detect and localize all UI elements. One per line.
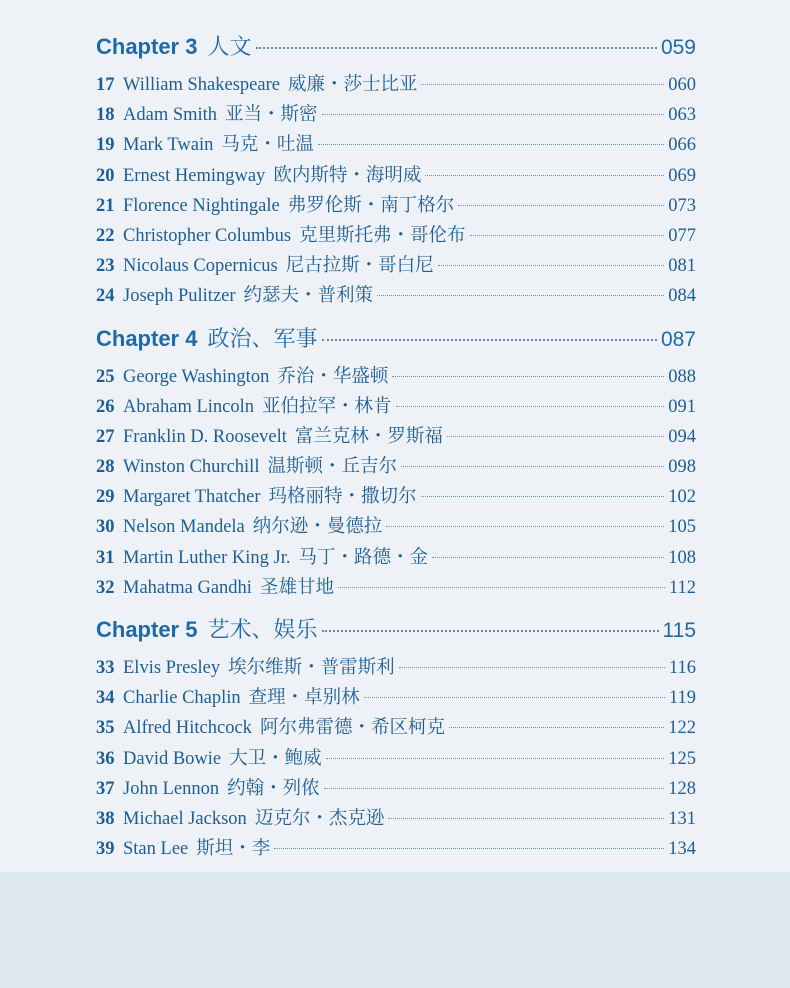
entry-chinese: 弗罗伦斯・南丁格尔 <box>287 195 455 216</box>
entry-chinese: 乔治・华盛顿 <box>277 366 389 387</box>
entry-english: William Shakespeare <box>123 75 280 95</box>
entry-number: 31 <box>96 547 115 568</box>
entry-english: Abraham Lincoln <box>123 396 254 417</box>
entry-english: Michael Jackson <box>123 808 247 829</box>
entry-english: Nicolaus Copernicus <box>123 256 278 277</box>
entry-number: 28 <box>96 457 115 478</box>
entry-english: Alfred Hitchcock <box>123 718 252 739</box>
leader-dots <box>274 848 664 849</box>
toc-entry[interactable] <box>96 362 696 392</box>
entry-chinese: 尼古拉斯・哥白尼 <box>285 256 434 277</box>
entry-english: George Washington <box>123 366 270 387</box>
entry-chinese: 温斯顿・丘吉尔 <box>267 457 397 478</box>
leader-dots <box>326 758 665 759</box>
chapter-page: 087 <box>660 327 696 351</box>
entry-page: 134 <box>668 839 696 860</box>
entry-page: 091 <box>668 396 696 417</box>
entry-chinese: 大卫・鲍威 <box>229 748 322 769</box>
entry-number: 38 <box>96 808 115 829</box>
entry-number: 20 <box>96 165 115 186</box>
entry-chinese: 欧内斯特・海明威 <box>273 165 422 186</box>
entry-number: 21 <box>96 195 115 216</box>
chapter-label: Chapter 4 <box>96 325 198 351</box>
entry-english: Winston Churchill <box>123 457 260 478</box>
entry-english: Ernest Hemingway <box>123 165 266 186</box>
entry-page: 084 <box>668 286 696 307</box>
toc-entry[interactable] <box>96 834 696 864</box>
entry-english: Adam Smith <box>123 105 218 126</box>
entry-chinese: 玛格丽特・撒切尔 <box>268 487 417 508</box>
entry-english: Mahatma Gandhi <box>123 577 252 598</box>
toc-entry[interactable] <box>96 573 696 603</box>
entry-english: Mark Twain <box>123 135 214 156</box>
bottom-band <box>0 872 790 988</box>
toc-entry[interactable] <box>96 482 696 512</box>
entry-number: 24 <box>96 286 115 307</box>
toc-entry[interactable] <box>96 70 696 100</box>
entry-english: Elvis Presley <box>123 658 221 678</box>
toc-entry[interactable] <box>96 713 696 743</box>
entry-number: 19 <box>96 135 115 156</box>
entry-page: 094 <box>668 426 696 447</box>
entry-english: Nelson Mandela <box>123 517 245 538</box>
chapter-heading[interactable] <box>96 30 696 66</box>
entry-page: 069 <box>668 165 696 186</box>
entry-chinese: 斯坦・李 <box>196 839 271 860</box>
chapter-title: 人文 <box>207 34 252 59</box>
leader-dots <box>432 557 664 558</box>
entry-number: 26 <box>96 396 115 417</box>
entry-chinese: 阿尔弗雷德・希区柯克 <box>259 718 445 739</box>
entry-number: 39 <box>96 839 115 860</box>
entry-chinese: 埃尔维斯・普雷斯利 <box>228 658 395 678</box>
entry-chinese: 亚伯拉罕・林肯 <box>262 396 392 417</box>
entry-english: David Bowie <box>123 748 222 769</box>
chapter-label: Chapter 3 <box>96 34 198 59</box>
leader-dots <box>425 175 664 176</box>
leader-dots <box>377 295 664 296</box>
entry-chinese: 亚当・斯密 <box>225 105 318 126</box>
entry-page: 116 <box>668 658 696 678</box>
entry-page: 066 <box>668 135 696 156</box>
toc-entry[interactable] <box>96 130 696 160</box>
entry-number: 18 <box>96 105 115 126</box>
entry-number: 30 <box>96 517 115 538</box>
entry-page: 102 <box>668 487 696 508</box>
toc-entry[interactable] <box>96 422 696 452</box>
entry-number: 37 <box>96 778 115 799</box>
leader-dots <box>458 205 664 206</box>
entry-number: 23 <box>96 256 115 277</box>
entry-page: 108 <box>668 547 696 568</box>
chapter-heading[interactable] <box>96 613 696 649</box>
entry-english: Franklin D. Roosevelt <box>123 426 287 447</box>
entry-page: 112 <box>668 577 696 598</box>
entry-chinese: 圣雄甘地 <box>259 577 334 598</box>
chapter-page: 059 <box>660 36 696 59</box>
toc-entry[interactable] <box>96 221 696 251</box>
entry-page: 131 <box>668 808 696 829</box>
entry-chinese: 约瑟夫・普利策 <box>243 286 374 307</box>
toc-entry[interactable] <box>96 251 696 281</box>
leader-dots <box>322 114 665 115</box>
leader-dots <box>470 235 665 236</box>
leader-dots <box>338 587 665 588</box>
chapter-heading[interactable] <box>96 322 696 358</box>
entry-number: 34 <box>96 688 115 709</box>
entry-page: 128 <box>668 778 696 799</box>
entry-page: 063 <box>668 105 696 126</box>
table-of-contents <box>96 0 696 864</box>
toc-entry[interactable] <box>96 512 696 542</box>
leader-dots <box>421 496 665 497</box>
leader-dots <box>386 526 664 527</box>
entry-chinese: 迈克尔・杰克逊 <box>254 808 385 829</box>
leader-dots <box>322 339 657 341</box>
entry-chinese: 马克・吐温 <box>221 135 314 156</box>
toc-entry[interactable] <box>96 653 696 683</box>
entry-page: 088 <box>668 366 696 387</box>
entry-chinese: 富兰克林・罗斯福 <box>294 426 443 447</box>
entry-chinese: 约翰・列侬 <box>227 778 320 799</box>
entry-number: 32 <box>96 577 115 598</box>
entry-number: 25 <box>96 366 115 387</box>
entry-page: 125 <box>668 748 696 769</box>
leader-dots <box>322 630 659 632</box>
entry-number: 27 <box>96 426 115 447</box>
leader-dots <box>447 436 664 437</box>
toc-entry[interactable] <box>96 161 696 191</box>
entry-chinese: 纳尔逊・曼德拉 <box>252 517 383 538</box>
entry-page: 122 <box>668 718 696 739</box>
entry-chinese: 威廉・莎士比亚 <box>287 75 418 95</box>
entry-number: 22 <box>96 225 115 246</box>
leader-dots <box>421 84 664 85</box>
leader-dots <box>438 265 665 266</box>
entry-page: 077 <box>668 225 696 246</box>
entry-page: 073 <box>668 195 696 216</box>
entry-number: 35 <box>96 718 115 739</box>
leader-dots <box>256 47 657 49</box>
entry-page: 105 <box>668 517 696 538</box>
toc-entry[interactable] <box>96 100 696 130</box>
leader-dots <box>324 788 665 789</box>
leader-dots <box>396 406 665 407</box>
entry-english: Margaret Thatcher <box>123 487 261 508</box>
toc-entry[interactable] <box>96 392 696 422</box>
entry-page: 081 <box>668 256 696 277</box>
entry-number: 29 <box>96 487 115 508</box>
leader-dots <box>401 466 664 467</box>
entry-english: Martin Luther King Jr. <box>123 547 291 568</box>
leader-dots <box>449 727 664 728</box>
entry-page: 098 <box>668 457 696 478</box>
entry-english: Christopher Columbus <box>123 225 292 246</box>
toc-entry[interactable] <box>96 774 696 804</box>
entry-english: Joseph Pulitzer <box>123 286 236 307</box>
chapter-label: Chapter 5 <box>96 617 198 642</box>
toc-entry[interactable] <box>96 191 696 221</box>
entry-english: Florence Nightingale <box>123 195 280 216</box>
toc-entry[interactable] <box>96 281 696 311</box>
leader-dots <box>392 376 664 377</box>
chapter-title: 艺术、娱乐 <box>207 617 318 642</box>
entry-chinese: 马丁・路德・金 <box>298 547 429 568</box>
entry-chinese: 克里斯托弗・哥伦布 <box>299 225 466 246</box>
chapter-page: 115 <box>662 619 696 642</box>
entry-chinese: 查理・卓别林 <box>248 688 360 709</box>
entry-page: 060 <box>668 75 696 95</box>
toc-entry[interactable] <box>96 744 696 774</box>
leader-dots <box>364 697 665 698</box>
entry-english: John Lennon <box>123 778 220 799</box>
entry-english: Charlie Chaplin <box>123 688 241 709</box>
leader-dots <box>399 667 665 668</box>
entry-english: Stan Lee <box>123 839 189 860</box>
entry-number: 36 <box>96 748 115 769</box>
toc-entry[interactable] <box>96 543 696 573</box>
entry-number: 33 <box>96 658 115 678</box>
leader-dots <box>388 818 664 819</box>
entry-page: 119 <box>668 688 696 709</box>
chapter-title: 政治、军事 <box>207 325 318 351</box>
toc-entry[interactable] <box>96 804 696 834</box>
toc-entry[interactable] <box>96 452 696 482</box>
toc-entry[interactable] <box>96 683 696 713</box>
leader-dots <box>318 144 664 145</box>
entry-number: 17 <box>96 75 115 95</box>
